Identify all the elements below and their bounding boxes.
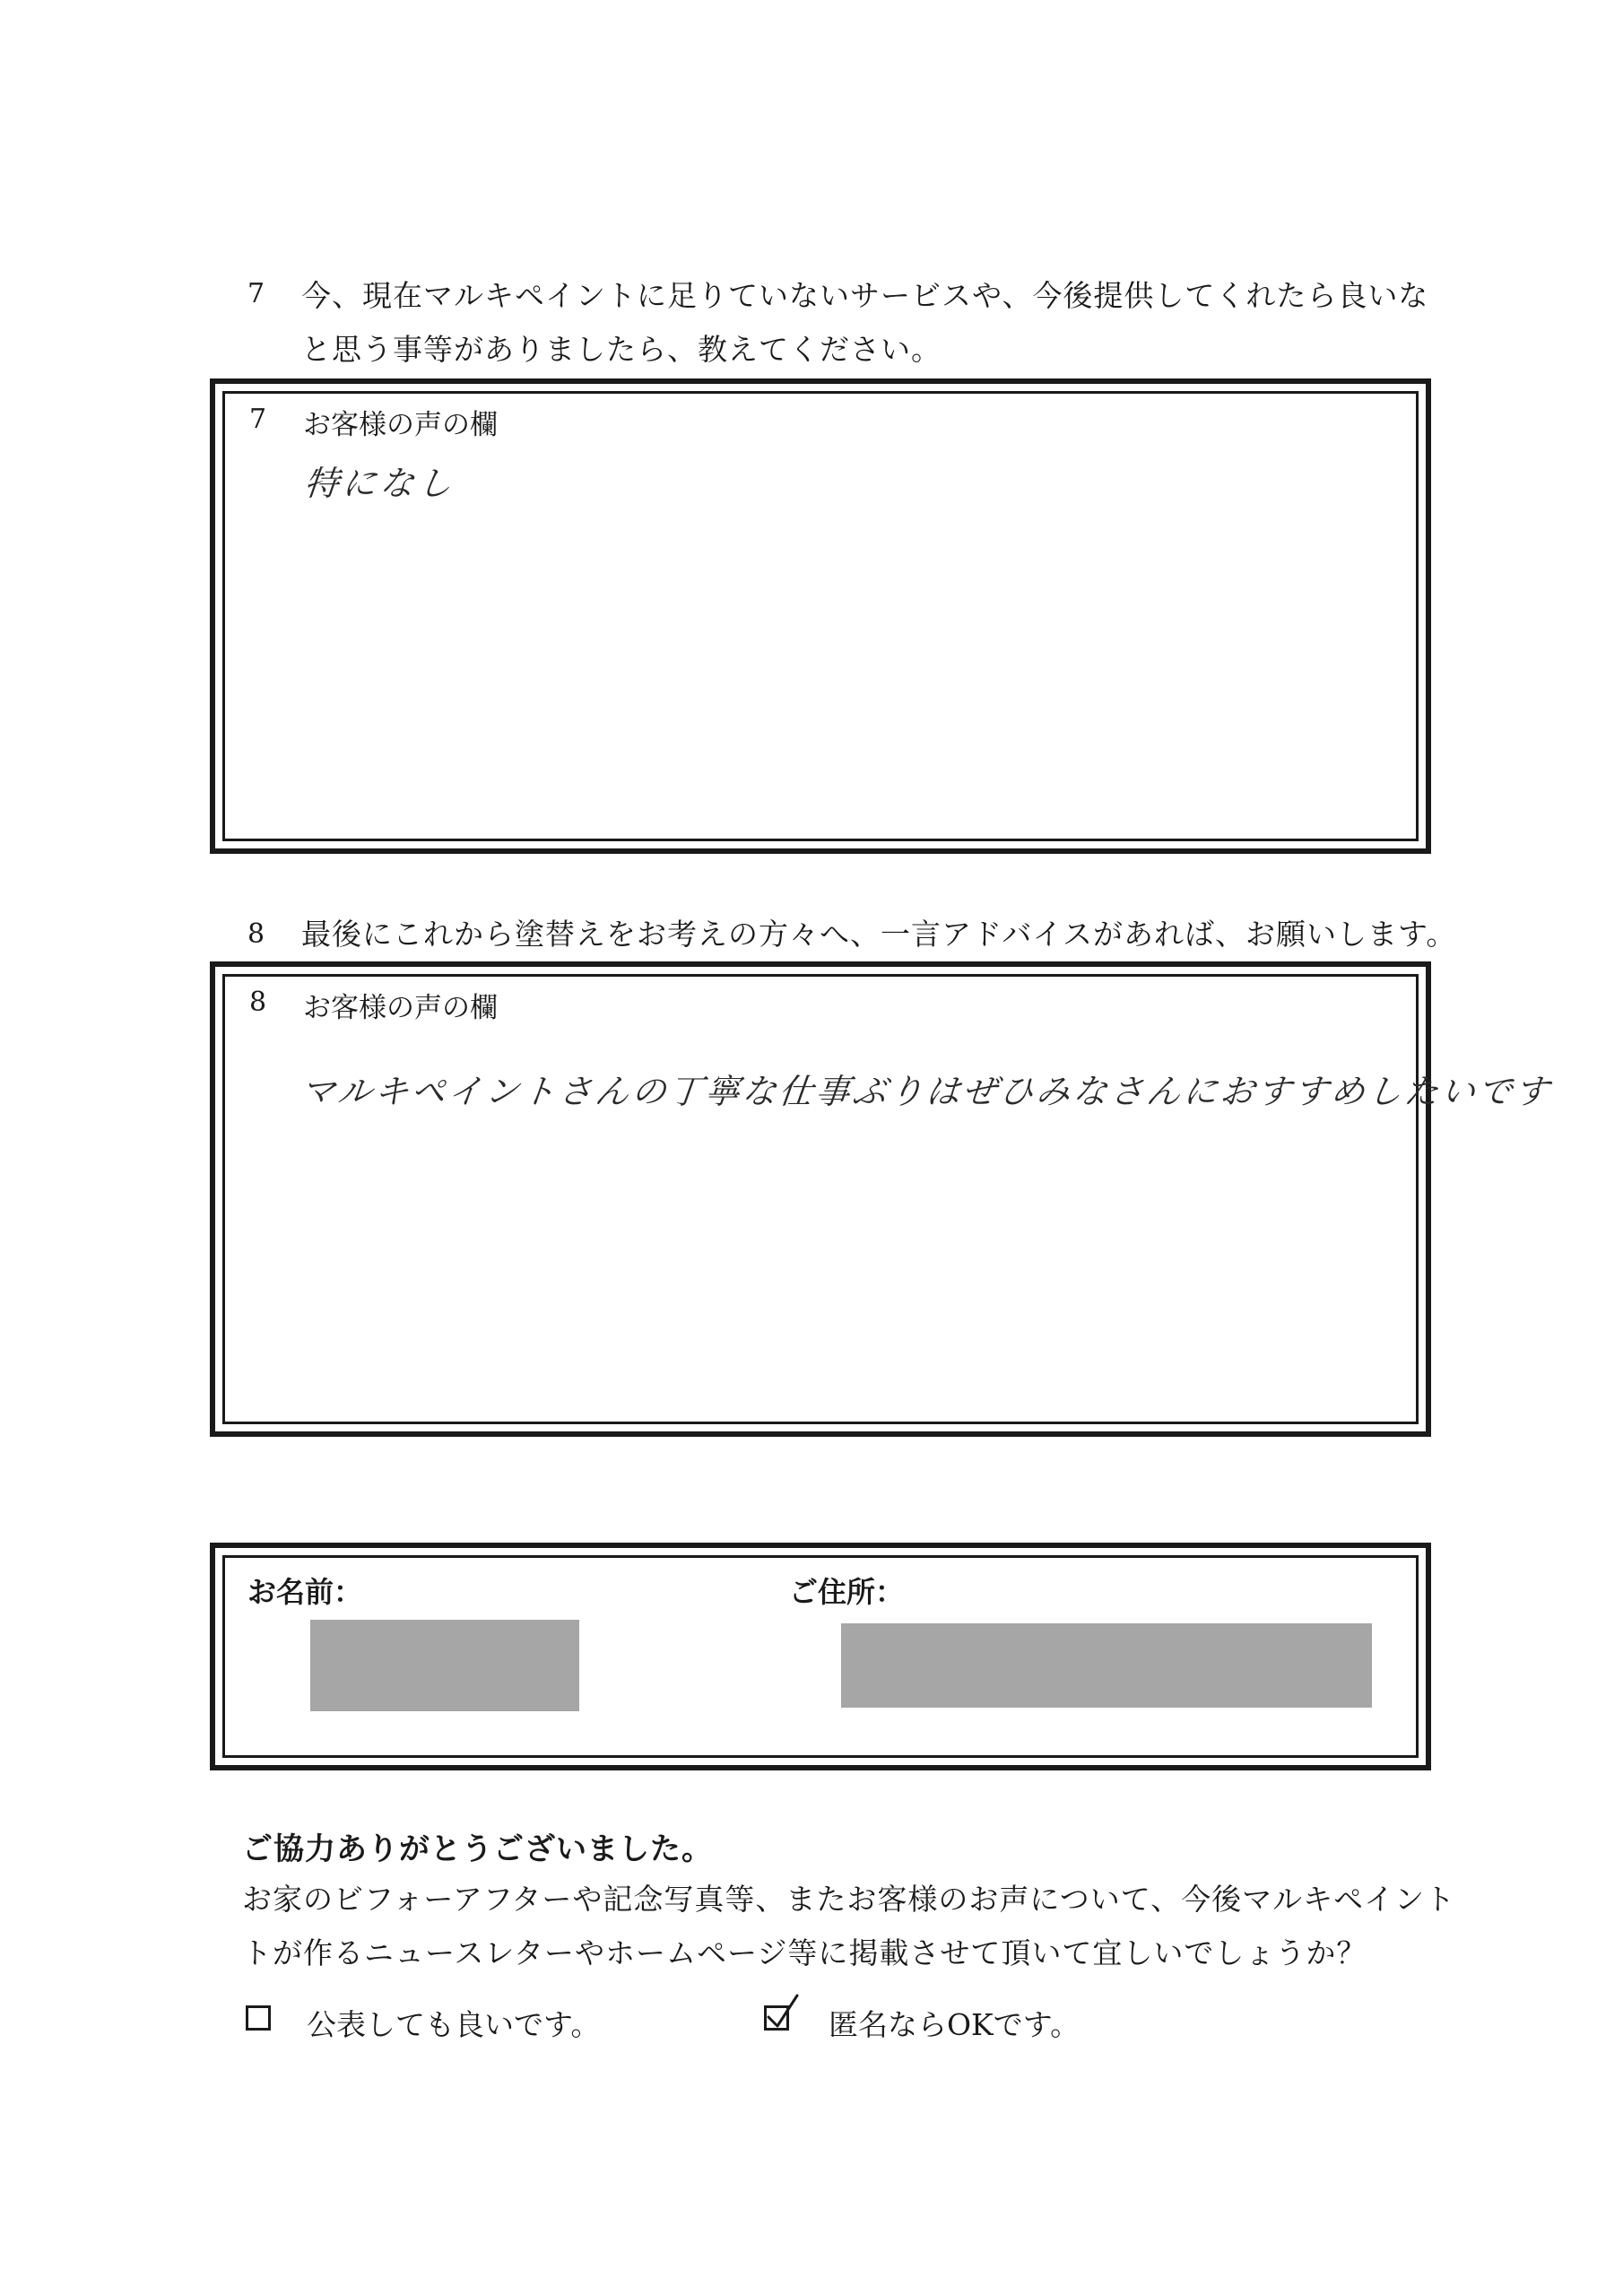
q8-box-label: お客様の声の欄 xyxy=(303,992,498,1024)
q8-answer-text: マルキペイントさんの丁寧な仕事ぶりはぜひみなさんにおすすめしたいです xyxy=(299,1072,1554,1111)
q7-question-line1: 今、現在マルキペイントに足りていないサービスや、今後提供してくれたら良いな xyxy=(301,278,1429,313)
address-redaction xyxy=(841,1623,1372,1708)
contact-box xyxy=(210,1543,1431,1770)
consent-line1: お家のビフォーアフターや記念写真等、またお客様のお声について、今後マルキペイント xyxy=(242,1882,1456,1917)
check-mark-icon xyxy=(765,1994,806,2035)
anonymous-ok-checkbox[interactable] xyxy=(764,2005,789,2031)
q7-question-line2: と思う事等がありましたら、教えてください。 xyxy=(301,332,942,367)
q7-answer-text: 特になし xyxy=(302,464,457,503)
q7-box-number: 7 xyxy=(249,404,267,435)
q7-answer-box xyxy=(210,378,1431,854)
address-label: ご住所： xyxy=(789,1575,905,1609)
q8-question-line1: 最後にこれから塗替えをお考えの方々へ、一言アドバイスがあれば、お願いします。 xyxy=(301,917,1457,952)
q8-number: 8 xyxy=(247,918,265,950)
consent-line2: トが作るニュースレターやホームページ等に掲載させて頂いて宜しいでしょうか？ xyxy=(242,1935,1367,1970)
publish-ok-label: 公表しても良いです。 xyxy=(307,2007,601,2042)
anonymous-ok-label: 匿名ならOKです。 xyxy=(829,2007,1081,2042)
thanks-heading: ご協力ありがとうございました。 xyxy=(242,1831,713,1867)
q7-number: 7 xyxy=(247,278,265,309)
q7-box-label: お客様の声の欄 xyxy=(303,409,498,441)
name-redaction xyxy=(310,1620,579,1711)
q8-answer-box xyxy=(210,961,1554,1437)
q8-answer-box-inner xyxy=(222,974,1419,1424)
name-label: お名前： xyxy=(247,1575,363,1609)
q8-box-number: 8 xyxy=(249,987,267,1018)
publish-ok-checkbox[interactable] xyxy=(246,2005,271,2031)
